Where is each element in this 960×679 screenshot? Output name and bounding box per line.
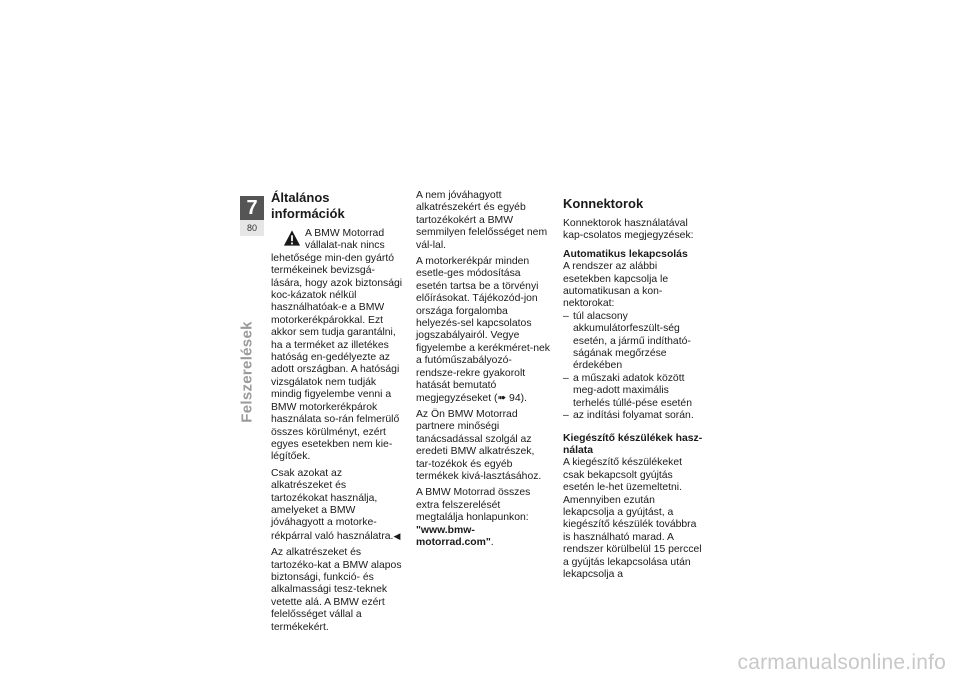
watermark: carmanualsonline.info	[737, 651, 946, 674]
subheading-auto-shutoff: Automatikus lekapcsolás	[563, 248, 688, 260]
paragraph-text: A BMW Motorrad összes extra felszerelését megtalálja honlapunkon:	[416, 487, 531, 524]
page-number: 80	[240, 220, 264, 236]
paragraph: Az alkatrészeket és tartozéko-kat a BMW alapos biztonsági, funkció- és alkalmassági tesz-teknek vetette alá. A BMW ezért felelősséget vállal a termékekért.	[271, 547, 402, 633]
chapter-number: 7	[246, 197, 258, 219]
end-mark-icon: ◀	[393, 530, 401, 541]
column-2	[416, 190, 550, 553]
section-heading-general: Általános információk	[271, 190, 345, 221]
paragraph: A kiegészítő készülékeket csak bekapcsolt gyújtás esetén le-het üzemeltetni. Amennyiben ezután lekapcsolja a gyújtást, a kiegészítő készülék továbbra is használható marad. A rendszer körülbelül 15 perccel a gyújtás lekapcsolása után lekapcsolja a	[563, 457, 702, 580]
period: .	[490, 536, 494, 548]
shutoff-list	[563, 311, 703, 423]
page-reference: (➠ 94).	[493, 392, 527, 404]
paragraph: Az Ön BMW Motorrad partnere minőségi tanácsadással szolgál az eredeti BMW alkatrészek, tar-tozékok és egyéb termékek kivá-lasztásához.	[416, 408, 542, 482]
subheading-accessories: Kiegészítő készülékek hasz-nálata	[563, 432, 703, 456]
paragraph-text: A motorkerékpár minden esetle-ges módosítása esetén tartsa be a törvényi előírásokat. Tájékozód-jon országa forgalomba helyezés-sel kapcsolatos jogszabályairól. Vegye figyelembe a kerékméret-nek a futóműszabályozó-rendsze-rekre gyakorolt hatását bemutató megjegyzéseket	[416, 256, 550, 404]
list-item: – az indítási folyamat során.	[563, 410, 703, 422]
paragraph	[416, 487, 550, 549]
chapter-title: Felszerelések	[238, 321, 256, 423]
paragraph: A rendszer az alábbi esetekben kapcsolja le automatikusan a kon-nektorokat:	[563, 261, 669, 310]
warning-paragraph	[271, 228, 405, 464]
chapter-tab	[240, 196, 264, 236]
paragraph: Konnektorok használatával kap-csolatos megjegyzések:	[563, 218, 694, 242]
column-1	[271, 190, 405, 638]
list-item: – a műszaki adatok között meg-adott maximális terhelés túllé-pése esetén	[563, 373, 703, 410]
column-3	[563, 190, 703, 585]
warning-text: A BMW Motorrad vállalat-nak nincs lehetősége min-den gyártó termékeinek bevizsgá-lására, hogy azok biztonsági koc-kázatok nélkül használhatóak-e a BMW motorkerékpárokkal. Ezt akkor sem tudja garantálni, ha a terméket az illetékes hatóság en-gedélyezte az adott országban. A hatósági vizsgálatok nem tudják mindig figyelembe venni a BMW motorkerékpárok használata so-rán felmerülő összes körülményt, ezért egyes esetekben nem kie-légítőek.	[271, 228, 403, 463]
section-heading-connectors: Konnektorok	[563, 196, 644, 211]
warning-triangle-icon	[283, 229, 301, 247]
paragraph: A nem jóváhagyott alkatrészekért és egyéb tartozékokért a BMW semmilyen felelősséget nem vál-lal.	[416, 190, 548, 251]
website-link[interactable]: "www.bmw-motorrad.com"	[416, 524, 491, 548]
paragraph	[271, 468, 405, 543]
paragraph	[416, 256, 550, 405]
list-item: – túl alacsony akkumulátorfeszült-ség esetén, a jármű indítható-ságának megőrzése érdekében	[563, 311, 703, 373]
paragraph-text: Csak azokat az alkatrészeket és tartozékokat használja, amelyeket a BMW jóváhagyott a motorke-rékpárral való használatra.	[271, 467, 394, 542]
